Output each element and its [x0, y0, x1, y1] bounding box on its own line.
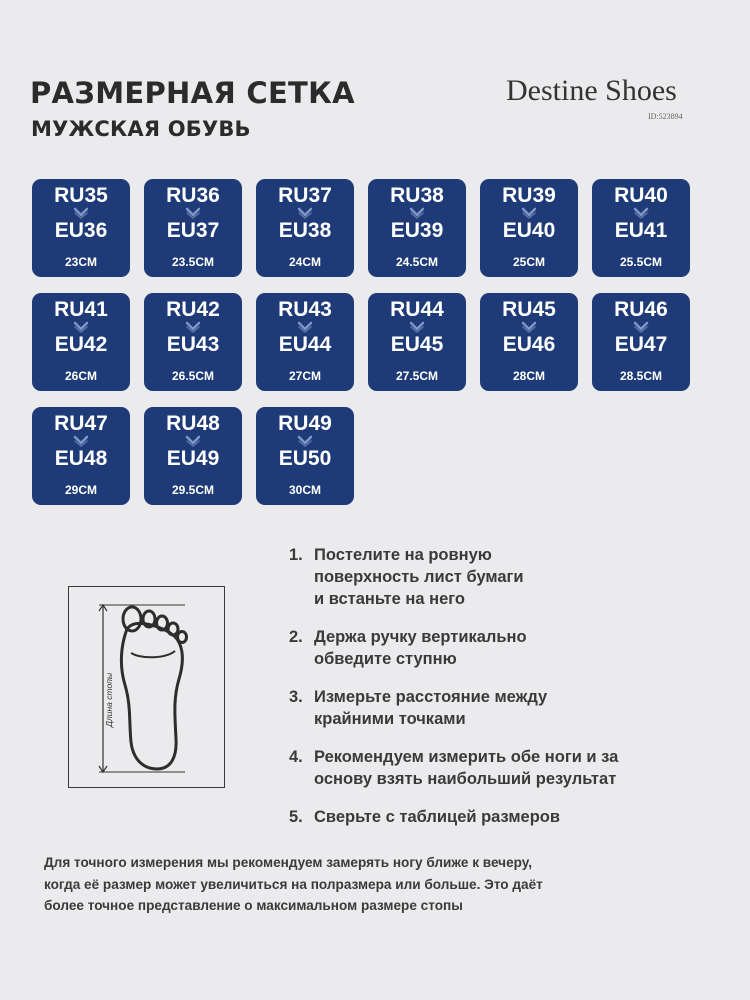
ru-size: RU41: [54, 298, 108, 321]
eu-size: EU41: [614, 219, 668, 242]
ru-size: RU40: [614, 184, 668, 207]
ru-size: RU49: [278, 412, 332, 435]
page-title: РАЗМЕРНАЯ СЕТКА: [30, 76, 355, 110]
step-number: 1.: [289, 546, 303, 564]
foot-length-cm: 25CM: [512, 255, 545, 269]
instruction-step: [289, 806, 729, 828]
size-card: [32, 293, 130, 391]
foot-length-cm: 26.5CM: [171, 369, 215, 383]
eu-size: EU44: [278, 333, 332, 356]
ru-size: RU38: [390, 184, 444, 207]
step-number: 5.: [289, 808, 303, 826]
eu-size: EU49: [166, 447, 220, 470]
instruction-step: [289, 626, 729, 670]
instruction-step: [289, 544, 729, 610]
size-card: [480, 293, 578, 391]
measurement-note: Для точного измерения мы рекомендуем замерять ногу ближе к вечеру, когда её размер может увеличиться на полразмера или больше. Это даёт более точное представление о максимальном размере стопы: [44, 855, 543, 913]
ru-size: RU47: [54, 412, 108, 435]
ru-size: RU46: [614, 298, 668, 321]
ru-size: RU48: [166, 412, 220, 435]
eu-size: EU50: [278, 447, 332, 470]
ru-size: RU45: [502, 298, 556, 321]
ru-size: RU42: [166, 298, 220, 321]
foot-length-cm: 23CM: [64, 255, 97, 269]
step-text: Рекомендуем измерить обе ноги и за основу взять наибольший результат: [314, 748, 619, 788]
brand-name: Destine Shoes: [506, 74, 677, 107]
foot-length-cm: 28.5CM: [619, 369, 663, 383]
brand-id: ID:523894: [648, 112, 683, 121]
eu-size: EU39: [390, 219, 444, 242]
eu-size: EU43: [166, 333, 220, 356]
size-card: [144, 179, 242, 277]
size-card: [144, 293, 242, 391]
foot-length-cm: 29CM: [64, 483, 97, 497]
ru-size: RU36: [166, 184, 220, 207]
eu-size: EU48: [54, 447, 108, 470]
size-card: [256, 179, 354, 277]
foot-length-cm: 26CM: [64, 369, 97, 383]
instruction-step: [289, 686, 729, 730]
eu-size: EU46: [502, 333, 556, 356]
step-number: 4.: [289, 748, 303, 766]
eu-size: EU42: [54, 333, 108, 356]
foot-length-cm: 29.5CM: [171, 483, 215, 497]
step-text: Измерьте расстояние между крайними точками: [314, 688, 548, 728]
foot-length-cm: 28CM: [512, 369, 545, 383]
step-text: Сверьте с таблицей размеров: [314, 808, 561, 826]
foot-length-cm: 27.5CM: [395, 369, 439, 383]
measure-label: Длина стопы: [104, 672, 114, 727]
ru-size: RU37: [278, 184, 332, 207]
step-text: Держа ручку вертикально обведите ступню: [314, 628, 527, 668]
page-subtitle: МУЖСКАЯ ОБУВЬ: [31, 117, 251, 141]
ru-size: RU43: [278, 298, 332, 321]
eu-size: EU40: [502, 219, 556, 242]
foot-length-cm: 30CM: [288, 483, 321, 497]
ru-size: RU44: [390, 298, 444, 321]
ru-size: RU35: [54, 184, 108, 207]
eu-size: EU38: [278, 219, 332, 242]
foot-length-cm: 27CM: [288, 369, 321, 383]
size-grid: [32, 179, 694, 505]
foot-length-cm: 24.5CM: [395, 255, 439, 269]
eu-size: EU45: [390, 333, 444, 356]
foot-measure-illustration: [68, 586, 225, 788]
size-card: [368, 293, 466, 391]
size-card: [592, 293, 690, 391]
step-text: Постелите на ровную поверхность лист бумаги и встаньте на него: [314, 546, 524, 608]
eu-size: EU36: [54, 219, 108, 242]
foot-length-cm: 24CM: [288, 255, 321, 269]
foot-length-cm: 25.5CM: [619, 255, 663, 269]
instruction-step: [289, 746, 729, 790]
footprint-icon: [69, 587, 226, 789]
size-card: [144, 407, 242, 505]
size-card: [592, 179, 690, 277]
size-card: [32, 179, 130, 277]
ru-size: RU39: [502, 184, 556, 207]
eu-size: EU47: [614, 333, 668, 356]
size-card: [368, 179, 466, 277]
size-card: [256, 407, 354, 505]
step-number: 2.: [289, 628, 303, 646]
eu-size: EU37: [166, 219, 220, 242]
size-card: [256, 293, 354, 391]
size-card: [480, 179, 578, 277]
size-card: [32, 407, 130, 505]
step-number: 3.: [289, 688, 303, 706]
foot-length-cm: 23.5CM: [171, 255, 215, 269]
